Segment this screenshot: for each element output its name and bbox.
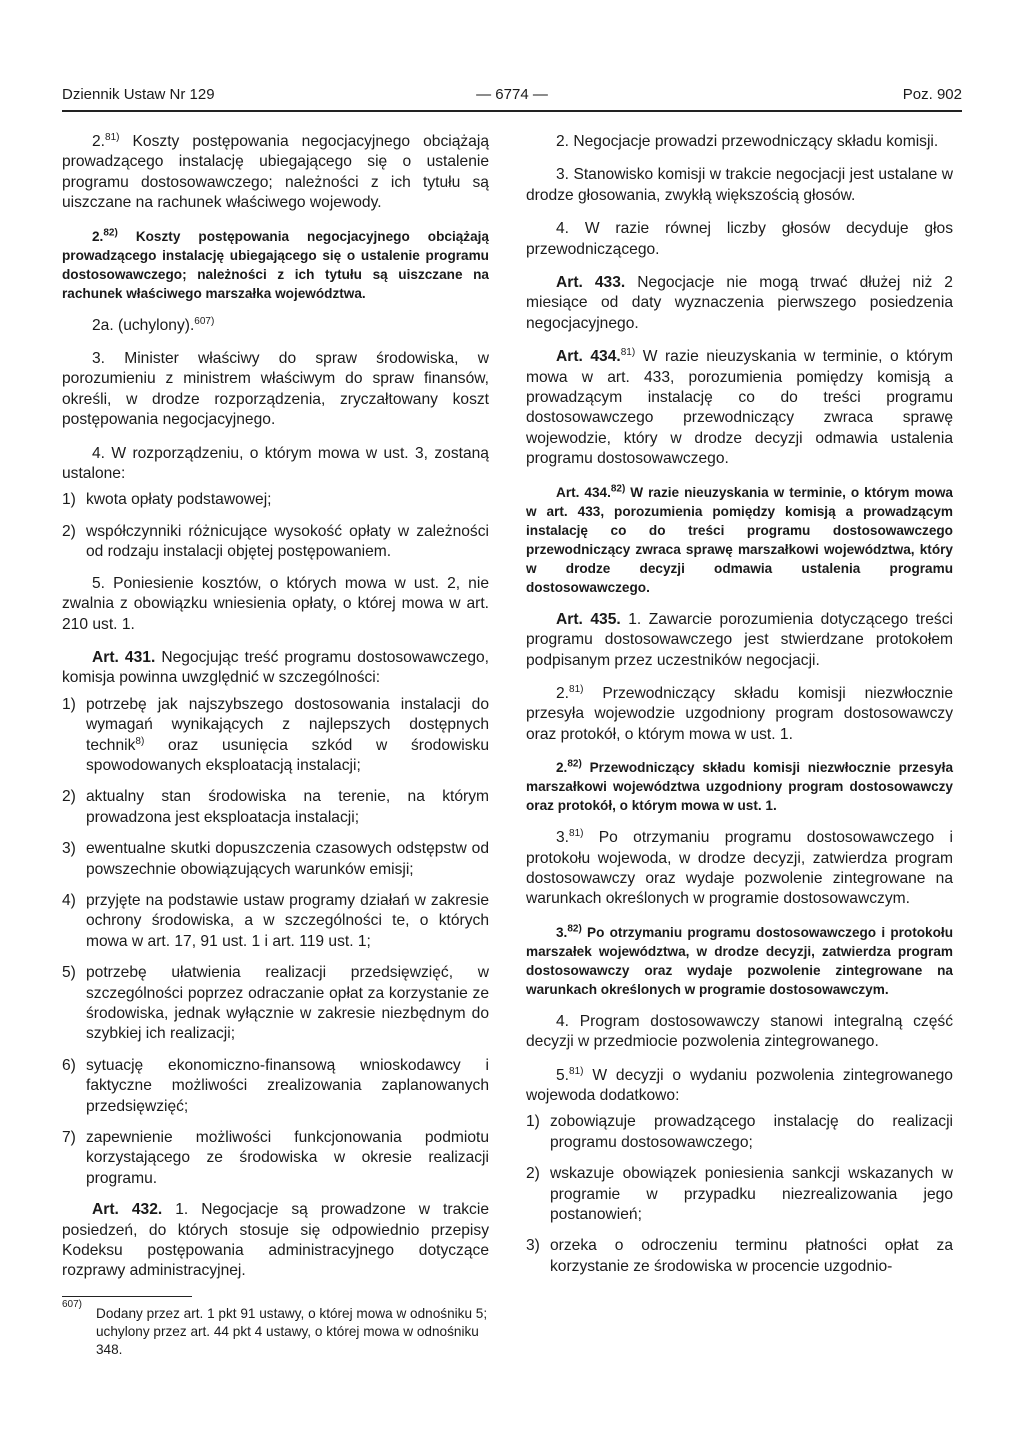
- list-item: 5) potrzebę ułatwienia realizacji przedsięwzięć, w szczególności poprzez odraczanie opłat za korzystanie ze środowiska, jednak wyłącznie w zakresie niezbędnym do szybkiej ich realizacji;: [62, 964, 489, 1043]
- paragraph: 2a. (uchylony).$^{607)}$: [92, 315, 215, 334]
- paragraph: 3.$^{81)}$ Po otrzymaniu programu dostosowawczego i protokołu wojewoda, w drodze decyzji, zatwierdza program dostosowawczy oraz wydaje pozwolenie zintegrowane na warunkach określonych w programie dostosowawczym.: [526, 827, 953, 908]
- list-item: 6) sytuację ekonomiczno-finansową wnioskodawcy i faktyczne możliwości zrealizowania zaplanowanych przedsięwzięć;: [62, 1056, 489, 1115]
- paragraph: 4. W rozporządzeniu, o którym mowa w ust. 3, zostaną ustalone:: [62, 444, 489, 483]
- paragraph: 3. Minister właściwy do spraw środowiska, w porozumieniu z ministrem właściwym do spraw finansów, określi, w drodze rozporządzenia, zryczałtowany koszt postępowania negocjacyjnego.: [62, 350, 489, 429]
- list-item: 1) kwota opłaty podstawowej;: [62, 491, 272, 509]
- journal-title: Dziennik Ustaw Nr 129: [62, 86, 215, 103]
- footnote-rule: [62, 1296, 192, 1297]
- list-item: 3) orzeka o odroczeniu terminu płatności opłat za korzystanie ze środowiska w procencie uzgodnio-: [526, 1237, 953, 1275]
- article-432: Art. 432. 1. Negocjacje są prowadzone w trakcie posiedzeń, do których stosuje się odpowiednio przepisy Kodeksu postępowania administracyjnego dotyczące rozprawy administracyjnej.: [62, 1201, 489, 1280]
- article-431: Art. 431. Negocjując treść programu dostosowawczego, komisja powinna uwzględnić w szczególności:: [62, 648, 489, 687]
- list-item: 1) potrzebę jak najszybszego dostosowania instalacji do wymagań wynikających z najlepszych dostępnych technik$^{8)}$ oraz usunięcia szkód w środowisku spowodowanych eksploatacją instalacji;: [62, 695, 489, 774]
- list-item: 2) wskazuje obowiązek poniesienia sankcji wskazanych w programie w przypadku niezrealizowania jego postanowień;: [526, 1165, 953, 1223]
- page-header: [62, 86, 962, 110]
- list-item: 4) przyjęte na podstawie ustaw programy działań w zakresie ochrony środowiska, a w szczególności te, o których mowa w art. 17, 91 ust. 1 i art. 119 ust. 1;: [62, 891, 489, 950]
- paragraph: 5.$^{81)}$ W decyzji o wydaniu pozwolenia zintegrowanego wojewoda dodatkowo:: [526, 1065, 953, 1104]
- list-item: 3) ewentualne skutki dopuszczenia czasowych odstępstw od powszechnie obowiązujących warunków emisji;: [62, 840, 489, 878]
- paragraph: 4. Program dostosowawczy stanowi integralną część decyzji w przedmiocie pozwolenia zintegrowanego.: [526, 1012, 953, 1051]
- article-435: Art. 435. 1. Zawarcie porozumienia dotyczącego treści programu dostosowawczego jest stwierdzane protokołem podpisanym przez uczestników negocjacji.: [526, 610, 953, 669]
- position-number: Poz. 902: [902, 86, 962, 103]
- right-column: [526, 132, 953, 1288]
- paragraph: 3. Stanowisko komisji w trakcie negocjacji jest ustalane w drodze głosowania, zwykłą większością głosów.: [526, 166, 953, 204]
- paragraph-bold: 2.$^{82)}$ Przewodniczący składu komisji niezwłocznie przesyła marszałkowi województwa uzgodniony program dostosowawczy oraz protokół, o którym mowa w ust. 1.: [526, 758, 953, 814]
- paragraph: 5. Poniesienie kosztów, o których mowa w ust. 2, nie zwalnia z obowiązku wniesienia opłaty, o której mowa w art. 210 ust. 1.: [62, 574, 489, 633]
- paragraph: 4. W razie równej liczby głosów decyduje głos przewodniczącego.: [526, 220, 953, 258]
- header-rule: [62, 110, 962, 112]
- left-column: [62, 132, 489, 1359]
- paragraph-bold: 2.$^{82)}$ Koszty postępowania negocjacyjnego obciążają prowadzącego instalację ubiegającego się o ustalenie programu dostosowawczego; należności z ich tytułu są uiszczane na rachunek właściwego marszałka województwa.: [62, 227, 489, 301]
- footnote: 607) Dodany przez art. 1 pkt 91 ustawy, o której mowa w odnośniku 5; uchylony przez art. 44 pkt 4 ustawy, o której mowa w odnośniku 348.: [62, 1298, 488, 1357]
- list-item: 7) zapewnienie możliwości funkcjonowania podmiotu korzystającego ze środowiska w okresie realizacji programu.: [62, 1129, 489, 1187]
- list-item: 1) zobowiązuje prowadzącego instalację do realizacji programu dostosowawczego;: [526, 1113, 953, 1151]
- article-433: Art. 433. Negocjacje nie mogą trwać dłużej niż 2 miesiące od daty wyznaczenia pierwszego posiedzenia negocjacyjnego.: [526, 274, 953, 332]
- paragraph: 2.$^{81)}$ Przewodniczący składu komisji niezwłocznie przesyła wojewodzie uzgodniony program dostosowawczy oraz protokół, o którym mowa w ust. 1.: [526, 683, 953, 743]
- paragraph: 2. Negocjacje prowadzi przewodniczący składu komisji.: [556, 133, 939, 150]
- paragraph-bold: 3.$^{82)}$ Po otrzymaniu programu dostosowawczego i protokołu marszałek województwa, w drodze decyzji, zatwierdza program dostosowawczy oraz wydaje pozwolenie zintegrowane na warunkach określonych w programie dostosowawczym.: [526, 923, 954, 997]
- page-number: — 6774 —: [476, 86, 548, 103]
- article-434-81: Art. 434.$^{81)}$ W razie nieuzyskania w terminie, o którym mowa w art. 433, porozumienia pomiędzy komisją a prowadzącym instalację co do treści programu dostosowawczego przewodniczący zwraca sprawę wojewodzie, który w drodze decyzji odmawia ustalenia programu dostosowawczego.: [526, 347, 953, 468]
- article-434-82: Art. 434.$^{82)}$ W razie nieuzyskania w terminie, o którym mowa w art. 433, porozumienia pomiędzy komisją a prowadzącym instalację co do treści programu dostosowawczego przewodniczący zwraca sprawę marszałkowi województwa, który w drodze decyzji odmawia ustalenia programu dostosowawczego.: [526, 483, 953, 595]
- paragraph: 2.$^{81)}$ Koszty postępowania negocjacyjnego obciążają prowadzącego instalację ubiegającego się o ustalenie programu dostosowawczego; należności z ich tytułu są uiszczane na rachunek właściwego wojewody.: [62, 131, 489, 212]
- list-item: 2) współczynniki różnicujące wysokość opłaty w zależności od rodzaju instalacji objętej postępowaniem.: [62, 522, 489, 561]
- list-item: 2) aktualny stan środowiska na terenie, na którym prowadzona jest eksploatacja instalacji;: [62, 788, 489, 826]
